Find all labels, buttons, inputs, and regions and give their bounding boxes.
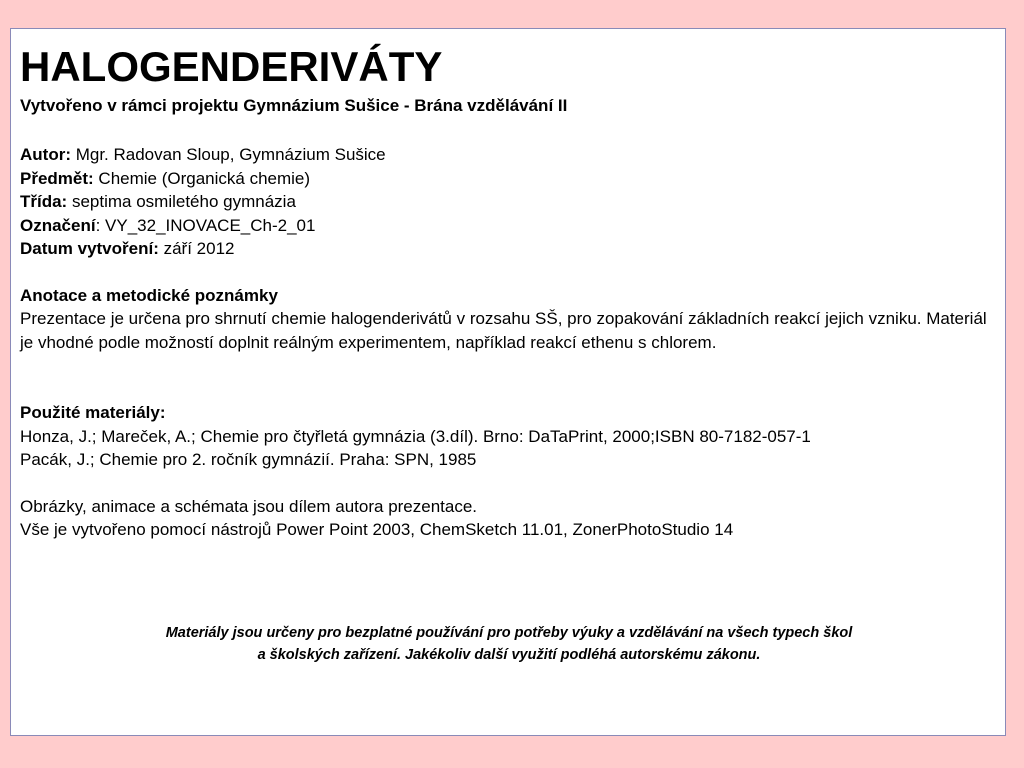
project-subtitle: Vytvořeno v rámci projektu Gymnázium Sušice - Brána vzdělávání II xyxy=(20,96,568,115)
meta-value: : VY_32_INOVACE_Ch-2_01 xyxy=(95,215,316,235)
materials-item: Honza, J.; Mareček, A.; Chemie pro čtyřletá gymnázia (3.díl). Brno: DaTaPrint, 2000;ISBN 80-7182-057-1 xyxy=(20,426,811,446)
annotation-text: Prezentace je určena pro shrnutí chemie halogenderivátů v rozsahu SŠ, pro zopakování základních reakcí jejich vzniku. Materiál je vhodné podle možností doplnit reálným experimentem, například reakcí ethenu s chlorem. xyxy=(20,309,987,352)
meta-author xyxy=(20,143,995,167)
slide xyxy=(10,28,1006,736)
credits-line: Obrázky, animace a schémata jsou dílem autora prezentace. xyxy=(20,496,478,516)
metadata-block xyxy=(20,143,995,261)
credits-line: Vše je vytvořeno pomocí nástrojů Power Point 2003, ChemSketch 11.01, ZonerPhotoStudio 14 xyxy=(20,520,734,539)
meta-label: Označení xyxy=(20,215,96,235)
meta-label: Datum vytvoření: xyxy=(20,239,159,258)
license-notice-line: a školských zařízení. Jakékoliv další využití podléhá autorskému zákonu. xyxy=(257,647,761,663)
meta-value: září 2012 xyxy=(158,239,235,258)
meta-label: Předmět: xyxy=(20,168,94,188)
meta-date xyxy=(20,237,995,261)
meta-label: Třída: xyxy=(20,192,68,211)
annotation-heading: Anotace a metodické poznámky xyxy=(20,285,278,305)
materials-item: Pacák, J.; Chemie pro 2. ročník gymnázií. Praha: SPN, 1985 xyxy=(20,450,477,469)
slide-content xyxy=(20,43,995,542)
meta-label: Autor: xyxy=(20,145,71,164)
meta-value: septima osmiletého gymnázia xyxy=(67,192,296,211)
meta-value: Mgr. Radovan Sloup, Gymnázium Sušice xyxy=(70,145,386,164)
meta-value: Chemie (Organická chemie) xyxy=(93,168,311,188)
materials-heading: Použité materiály: xyxy=(20,403,166,422)
spacer xyxy=(20,354,995,401)
slide-title: HALOGENDERIVÁTY xyxy=(20,43,443,90)
meta-subject xyxy=(20,167,995,191)
spacer xyxy=(20,261,995,284)
license-notice xyxy=(11,622,1007,666)
meta-class xyxy=(20,190,995,214)
meta-designation xyxy=(20,214,995,238)
spacer xyxy=(20,472,995,495)
license-notice-line: Materiály jsou určeny pro bezplatné používání pro potřeby výuky a vzdělávání na všech typech škol xyxy=(165,625,853,641)
